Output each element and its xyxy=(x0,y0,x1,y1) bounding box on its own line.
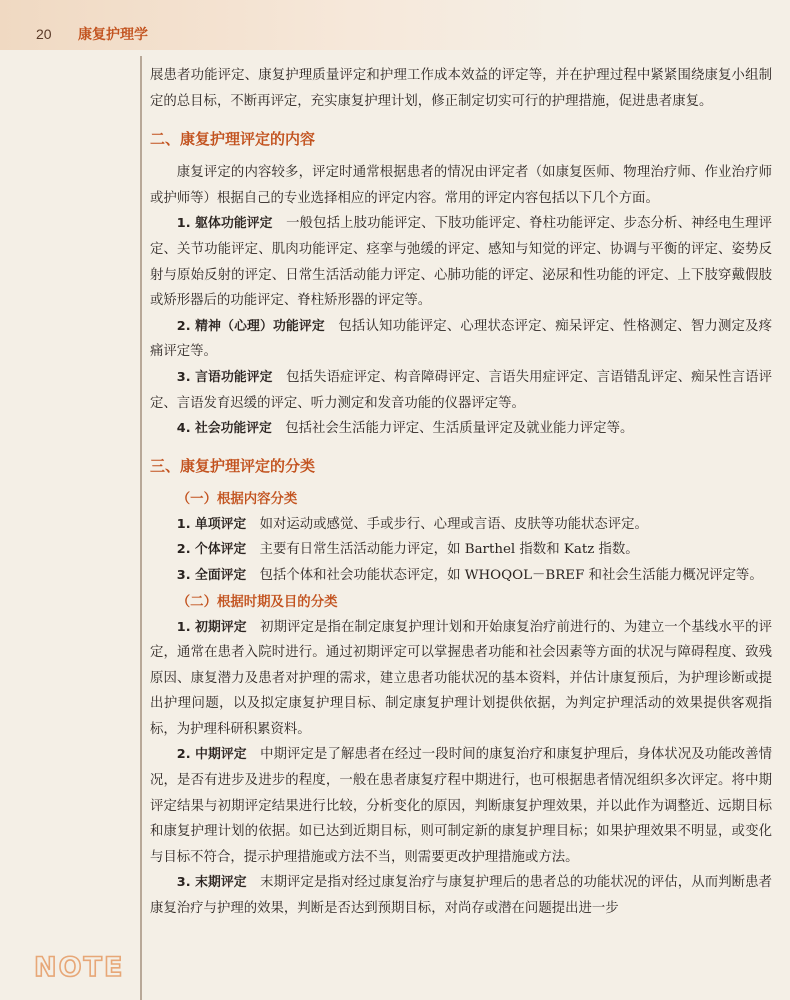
item-text: 包括社会生活能力评定、生活质量评定及就业能力评定等。 xyxy=(285,421,634,437)
item-text: 主要有日常生活活动能力评定，如 Barthel 指数和 Katz 指数。 xyxy=(259,542,639,558)
list-item xyxy=(150,615,772,743)
list-item xyxy=(150,742,772,870)
book-title: 康复护理学 xyxy=(78,27,148,43)
item-text: 如对运动或感觉、手或步行、心理或言语、皮肤等功能状态评定。 xyxy=(259,516,648,532)
item-text: 一般包括上肢功能评定、下肢功能评定、脊柱功能评定、步态分析、神经电生理评定、关节功能评定、肌肉功能评定、痉挛与弛缓的评定、感知与知觉的评定、协调与平衡的评定、姿势反射与原始反射的评定、日常生活活动能力评定、心肺功能的评定、泌尿和性功能的评定、上下肢穿戴假肢或矫形器后的功能评定、脊柱矫形器的评定等。 xyxy=(150,216,773,309)
page-number: 20 xyxy=(36,26,52,42)
list-item xyxy=(150,314,772,365)
list-item xyxy=(150,537,772,563)
item-title: 3. 末期评定 xyxy=(176,875,247,891)
item-title: 3. 全面评定 xyxy=(176,567,247,583)
item-text: 中期评定是了解患者在经过一段时间的康复治疗和康复护理后，身体状况及功能改善情况，是否有进步及进步的程度，一般在患者康复疗程中期进行，也可根据患者情况组织多次评定。将中期评定结果与初期评定结果进行比较，分析变化的原因，判断康复护理效果，并以此作为调整近、远期目标和康复护理计划的依据。如已达到近期目标，则可制定新的康复护理目标；如果护理效果不明显，或变化与目标不符合，提示护理措施或方法不当，则需要更改护理措施或方法。 xyxy=(150,747,773,865)
list-item xyxy=(150,416,772,442)
margin-rule xyxy=(140,56,142,1000)
subsection-heading-content: （一）根据内容分类 xyxy=(176,491,298,507)
list-item xyxy=(150,563,772,589)
item-title: 1. 躯体功能评定 xyxy=(176,216,273,232)
item-title: 2. 精神（心理）功能评定 xyxy=(176,318,325,334)
section-heading-classification: 三、康复护理评定的分类 xyxy=(150,456,316,475)
item-title: 1. 单项评定 xyxy=(176,516,247,532)
item-text: 包括个体和社会功能状态评定，如 WHOQOL－BREF 和社会生活能力概况评定等。 xyxy=(259,567,763,583)
list-item xyxy=(150,512,772,538)
subsection-heading-period: （二）根据时期及目的分类 xyxy=(176,594,338,610)
list-item xyxy=(150,870,772,921)
item-title: 1. 初期评定 xyxy=(176,619,247,635)
section-heading-content: 二、康复护理评定的内容 xyxy=(150,130,316,149)
item-text: 包括认知功能评定、心理状态评定、痴呆评定、性格测定、智力测定及疼痛评定等。 xyxy=(150,318,772,360)
section-intro: 康复评定的内容较多，评定时通常根据患者的情况由评定者（如康复医师、物理治疗师、作业治疗师或护师等）根据自己的专业选择相应的评定内容。常用的评定内容包括以下几个方面。 xyxy=(150,165,772,206)
item-text: 包括失语症评定、构音障碍评定、言语失用症评定、言语错乱评定、痴呆性言语评定、言语发育迟缓的评定、听力测定和发音功能的仪器评定等。 xyxy=(150,369,773,411)
intro-paragraph: 展患者功能评定、康复护理质量评定和护理工作成本效益的评定等，并在护理过程中紧紧围绕康复小组制定的总目标，不断再评定，充实康复护理计划，修正制定切实可行的护理措施，促进患者康复。 xyxy=(150,68,772,109)
item-title: 4. 社会功能评定 xyxy=(176,421,272,437)
note-label: NOTE xyxy=(34,952,125,983)
item-title: 3. 言语功能评定 xyxy=(176,369,273,385)
list-item xyxy=(150,211,772,313)
item-text: 初期评定是指在制定康复护理计划和开始康复治疗前进行的、为建立一个基线水平的评定，通常在患者入院时进行。通过初期评定可以掌握患者功能和社会因素等方面的状况与障碍程度、致残原因、康复潜力及患者对护理的需求，建立患者功能状况的基本资料，并估计康复预后，为护理诊断或提出护理问题，以及拟定康复护理目标、制定康复护理计划提供依据，为判定护理活动的效果提供客观指标，为护理科研积累资料。 xyxy=(150,619,773,737)
item-title: 2. 中期评定 xyxy=(176,747,247,763)
page-body xyxy=(150,63,772,922)
page-header xyxy=(0,0,790,56)
list-item xyxy=(150,365,772,416)
item-title: 2. 个体评定 xyxy=(176,542,247,558)
item-text: 末期评定是指对经过康复治疗与康复护理后的患者总的功能状况的评估，从而判断患者康复治疗与护理的效果，判断是否达到预期目标，对尚存或潜在问题提出进一步 xyxy=(150,875,773,917)
